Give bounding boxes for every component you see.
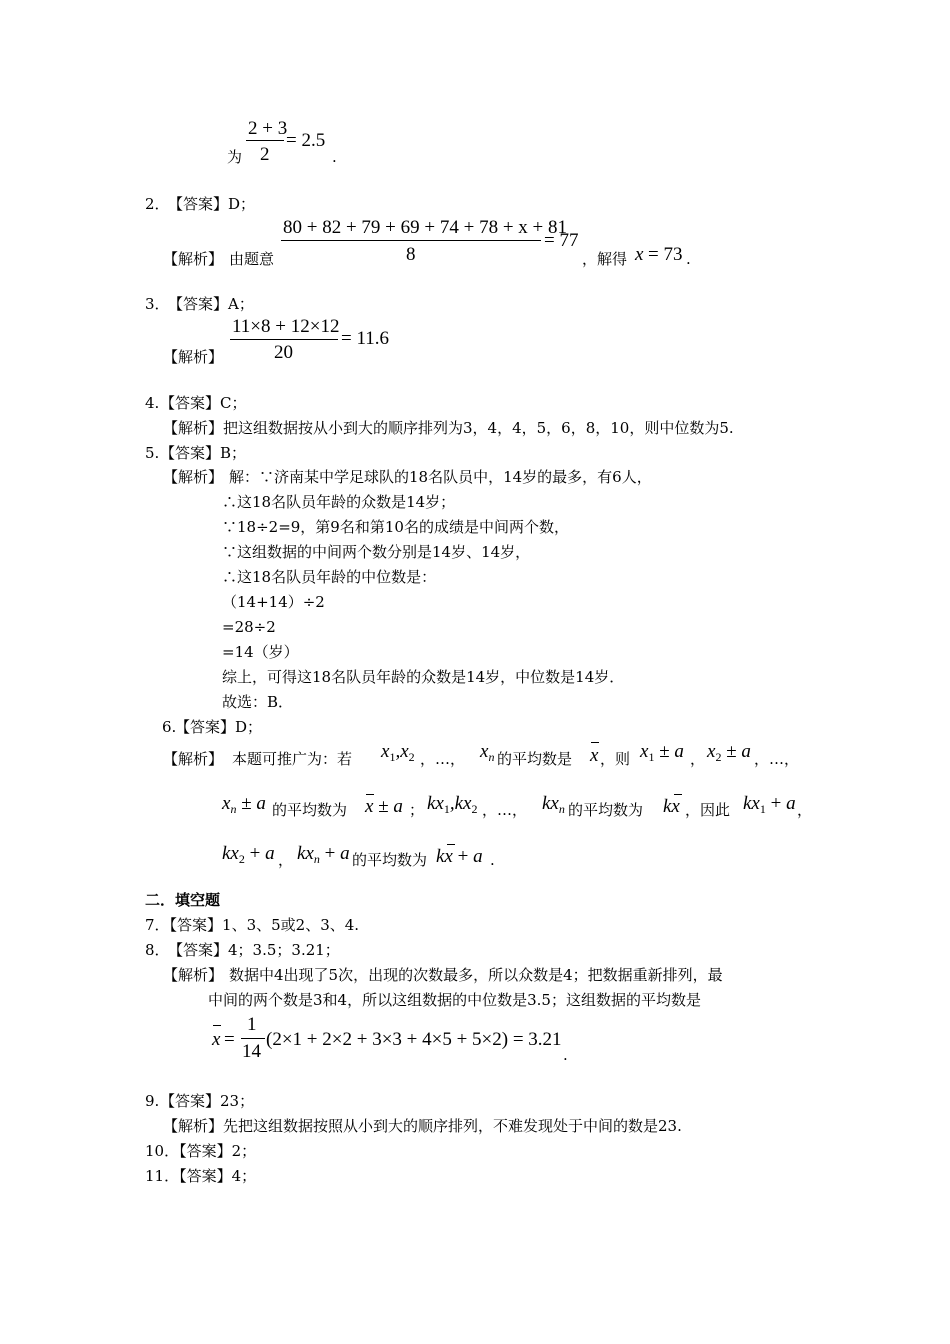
- q8-fraction-bar: [241, 1038, 265, 1039]
- q2-solution-rhs: = 73: [648, 244, 683, 265]
- q2-frac-denominator: 8: [406, 244, 416, 265]
- q6-math-kx1-plus-a: $kx_1 + a$: [743, 793, 796, 816]
- q6-math-kxn: $kx_n$: [542, 793, 565, 816]
- q9-number: 9.: [145, 1092, 160, 1110]
- q6-text: ，因此: [685, 801, 731, 819]
- q5-number: 5.: [145, 444, 160, 462]
- q2-solution-var: x: [635, 244, 644, 265]
- section-title: 二．填空题: [145, 891, 221, 909]
- q1-wei: 为: [227, 148, 243, 166]
- q5-line: ∵18÷2=9，第9名和第10名的成绩是中间两个数，: [222, 518, 569, 536]
- q10-line: 10．【答案】2；: [145, 1142, 257, 1160]
- q2-rhs: = 77: [544, 230, 579, 251]
- q6-math-xbar: x: [590, 745, 599, 766]
- q8-frac-numerator: 1: [247, 1014, 257, 1035]
- q6-math-x1-x2: $x_1,x_2$: [381, 741, 415, 764]
- q6-analysis-label: 【解析】: [163, 750, 224, 768]
- q8-analysis-line: 中间的两个数是3和4，所以这组数据的中位数是3.5；这组数据的平均数是: [208, 991, 701, 1009]
- q2-frac-numerator: 80 + 82 + 79 + 69 + 74 + 78 + x + 81: [283, 217, 568, 238]
- q6-text: ，…，: [482, 801, 528, 819]
- q5-analysis-label: 【解析】: [163, 468, 224, 486]
- q9-analysis: 【解析】先把这组数据按照从小到大的顺序排列，不难发现处于中间的数是23.: [163, 1117, 682, 1135]
- q3-fraction-bar: [230, 339, 338, 340]
- q5-line: （14+14）÷2: [222, 593, 325, 611]
- q6-text: 的平均数为: [352, 851, 428, 869]
- q4-analysis: 【解析】把这组数据按从小到大的顺序排列为3，4，4，5，6，8，10，则中位数为5.: [163, 419, 734, 437]
- q8-period: .: [563, 1046, 568, 1064]
- q6-math-x2-pm-a: $x_2 \pm a$: [707, 741, 751, 764]
- q8-formula-eq: =: [224, 1029, 235, 1050]
- q2-fraction-bar: [281, 240, 541, 241]
- q5-line: ∵这组数据的中间两个数分别是14岁、14岁，: [222, 543, 531, 561]
- q1-fraction-bar: [246, 140, 284, 141]
- q6-math-x1-pm-a: $x_1 \pm a$: [640, 741, 684, 764]
- q6-text: ，: [690, 750, 706, 768]
- q8-number: 8．: [145, 941, 170, 959]
- q6-text: ，: [797, 801, 813, 819]
- q9-answer: 【答案】23；: [160, 1092, 255, 1110]
- q6-text: ，…，: [420, 750, 466, 768]
- q2-answer: 【答案】D；: [168, 195, 256, 213]
- q6-math-kx2-plus-a: $kx_2 + a$: [222, 843, 275, 866]
- q6-math-kxbar: kx: [663, 796, 680, 817]
- q5-line: ∴这18名队员年龄的中位数是：: [222, 568, 437, 586]
- q6-text: 的平均数为: [568, 801, 644, 819]
- q5-line: 故选：B．: [222, 693, 294, 711]
- q3-frac-numerator: 11×8 + 12×12: [232, 316, 340, 337]
- q6-text: 的平均数为: [272, 801, 348, 819]
- q2-number: 2．: [145, 195, 170, 213]
- q3-number: 3．: [145, 295, 170, 313]
- q5-line: =28÷2: [222, 618, 276, 636]
- q5-line: 综上，可得这18名队员年龄的众数是14岁，中位数是14岁．: [222, 668, 625, 686]
- q8-formula-xbar: x: [212, 1029, 221, 1050]
- q6-text: ，: [278, 851, 294, 869]
- q8-analysis-line: 数据中4出现了5次，出现的次数最多，所以众数是4；把数据重新排列，最: [229, 966, 723, 984]
- q3-frac-denominator: 20: [274, 342, 293, 363]
- q6-math-xn: $x_n$: [480, 741, 495, 764]
- q2-analysis-text: 由题意: [229, 250, 275, 268]
- q1-frac-denominator: 2: [260, 144, 270, 165]
- q2-period: .: [686, 250, 691, 268]
- q5-line: =14（岁）: [222, 643, 299, 661]
- q6-math-kxn-plus-a: $kx_n + a$: [297, 843, 350, 866]
- q8-answer: 【答案】4；3.5；3.21；: [168, 941, 340, 959]
- q6-text: ，…，: [754, 750, 800, 768]
- q1-period: .: [332, 148, 337, 166]
- q6-overbar: [591, 742, 599, 743]
- q6-math-kxbar-plus-a: kx + a: [436, 846, 483, 867]
- q8-analysis-label: 【解析】: [163, 966, 224, 984]
- q2-analysis-label: 【解析】: [163, 250, 224, 268]
- q7-line: 7．【答案】1、3、5或2、3、4.: [145, 916, 360, 934]
- q6-text: 的平均数是: [497, 750, 573, 768]
- q8-frac-denominator: 14: [242, 1041, 261, 1062]
- q5-answer: 【答案】B；: [160, 444, 247, 462]
- q6-text: 本题可推广为：若: [232, 750, 353, 768]
- q6-overbar: [674, 794, 682, 795]
- q5-line: 解：∵济南某中学足球队的18名队员中，14岁的最多，有6人，: [229, 468, 652, 486]
- q6-math-xbar-pm-a: x ± a: [365, 796, 403, 817]
- q6-number: 6.: [162, 718, 177, 736]
- q3-rhs: = 11.6: [341, 328, 390, 349]
- q6-answer: 【答案】D；: [175, 718, 263, 736]
- q1-rhs: = 2.5: [286, 130, 326, 151]
- q5-line: ∴这18名队员年龄的众数是14岁；: [222, 493, 456, 511]
- q2-solve-text: ，解得: [582, 250, 628, 268]
- q6-text: ，则: [600, 750, 631, 768]
- q6-overbar: [447, 844, 455, 845]
- q6-text: ；: [409, 801, 425, 819]
- q6-text: .: [490, 851, 495, 869]
- q1-frac-numerator: 2 + 3: [248, 118, 288, 139]
- q6-overbar: [366, 794, 374, 795]
- q6-math-kx1-kx2: $kx_1,kx_2$: [427, 793, 478, 816]
- q3-analysis-label: 【解析】: [163, 348, 224, 366]
- q6-math-xn-pm-a: $x_n \pm a$: [222, 793, 266, 816]
- q4-answer: 【答案】C；: [160, 394, 247, 412]
- q11-line: 11．【答案】4；: [145, 1167, 257, 1185]
- q3-answer: 【答案】A；: [168, 295, 254, 313]
- q8-overbar: [213, 1025, 221, 1026]
- q8-formula-body: (2×1 + 2×2 + 3×3 + 4×5 + 5×2) = 3.21: [266, 1029, 562, 1050]
- q4-number: 4.: [145, 394, 160, 412]
